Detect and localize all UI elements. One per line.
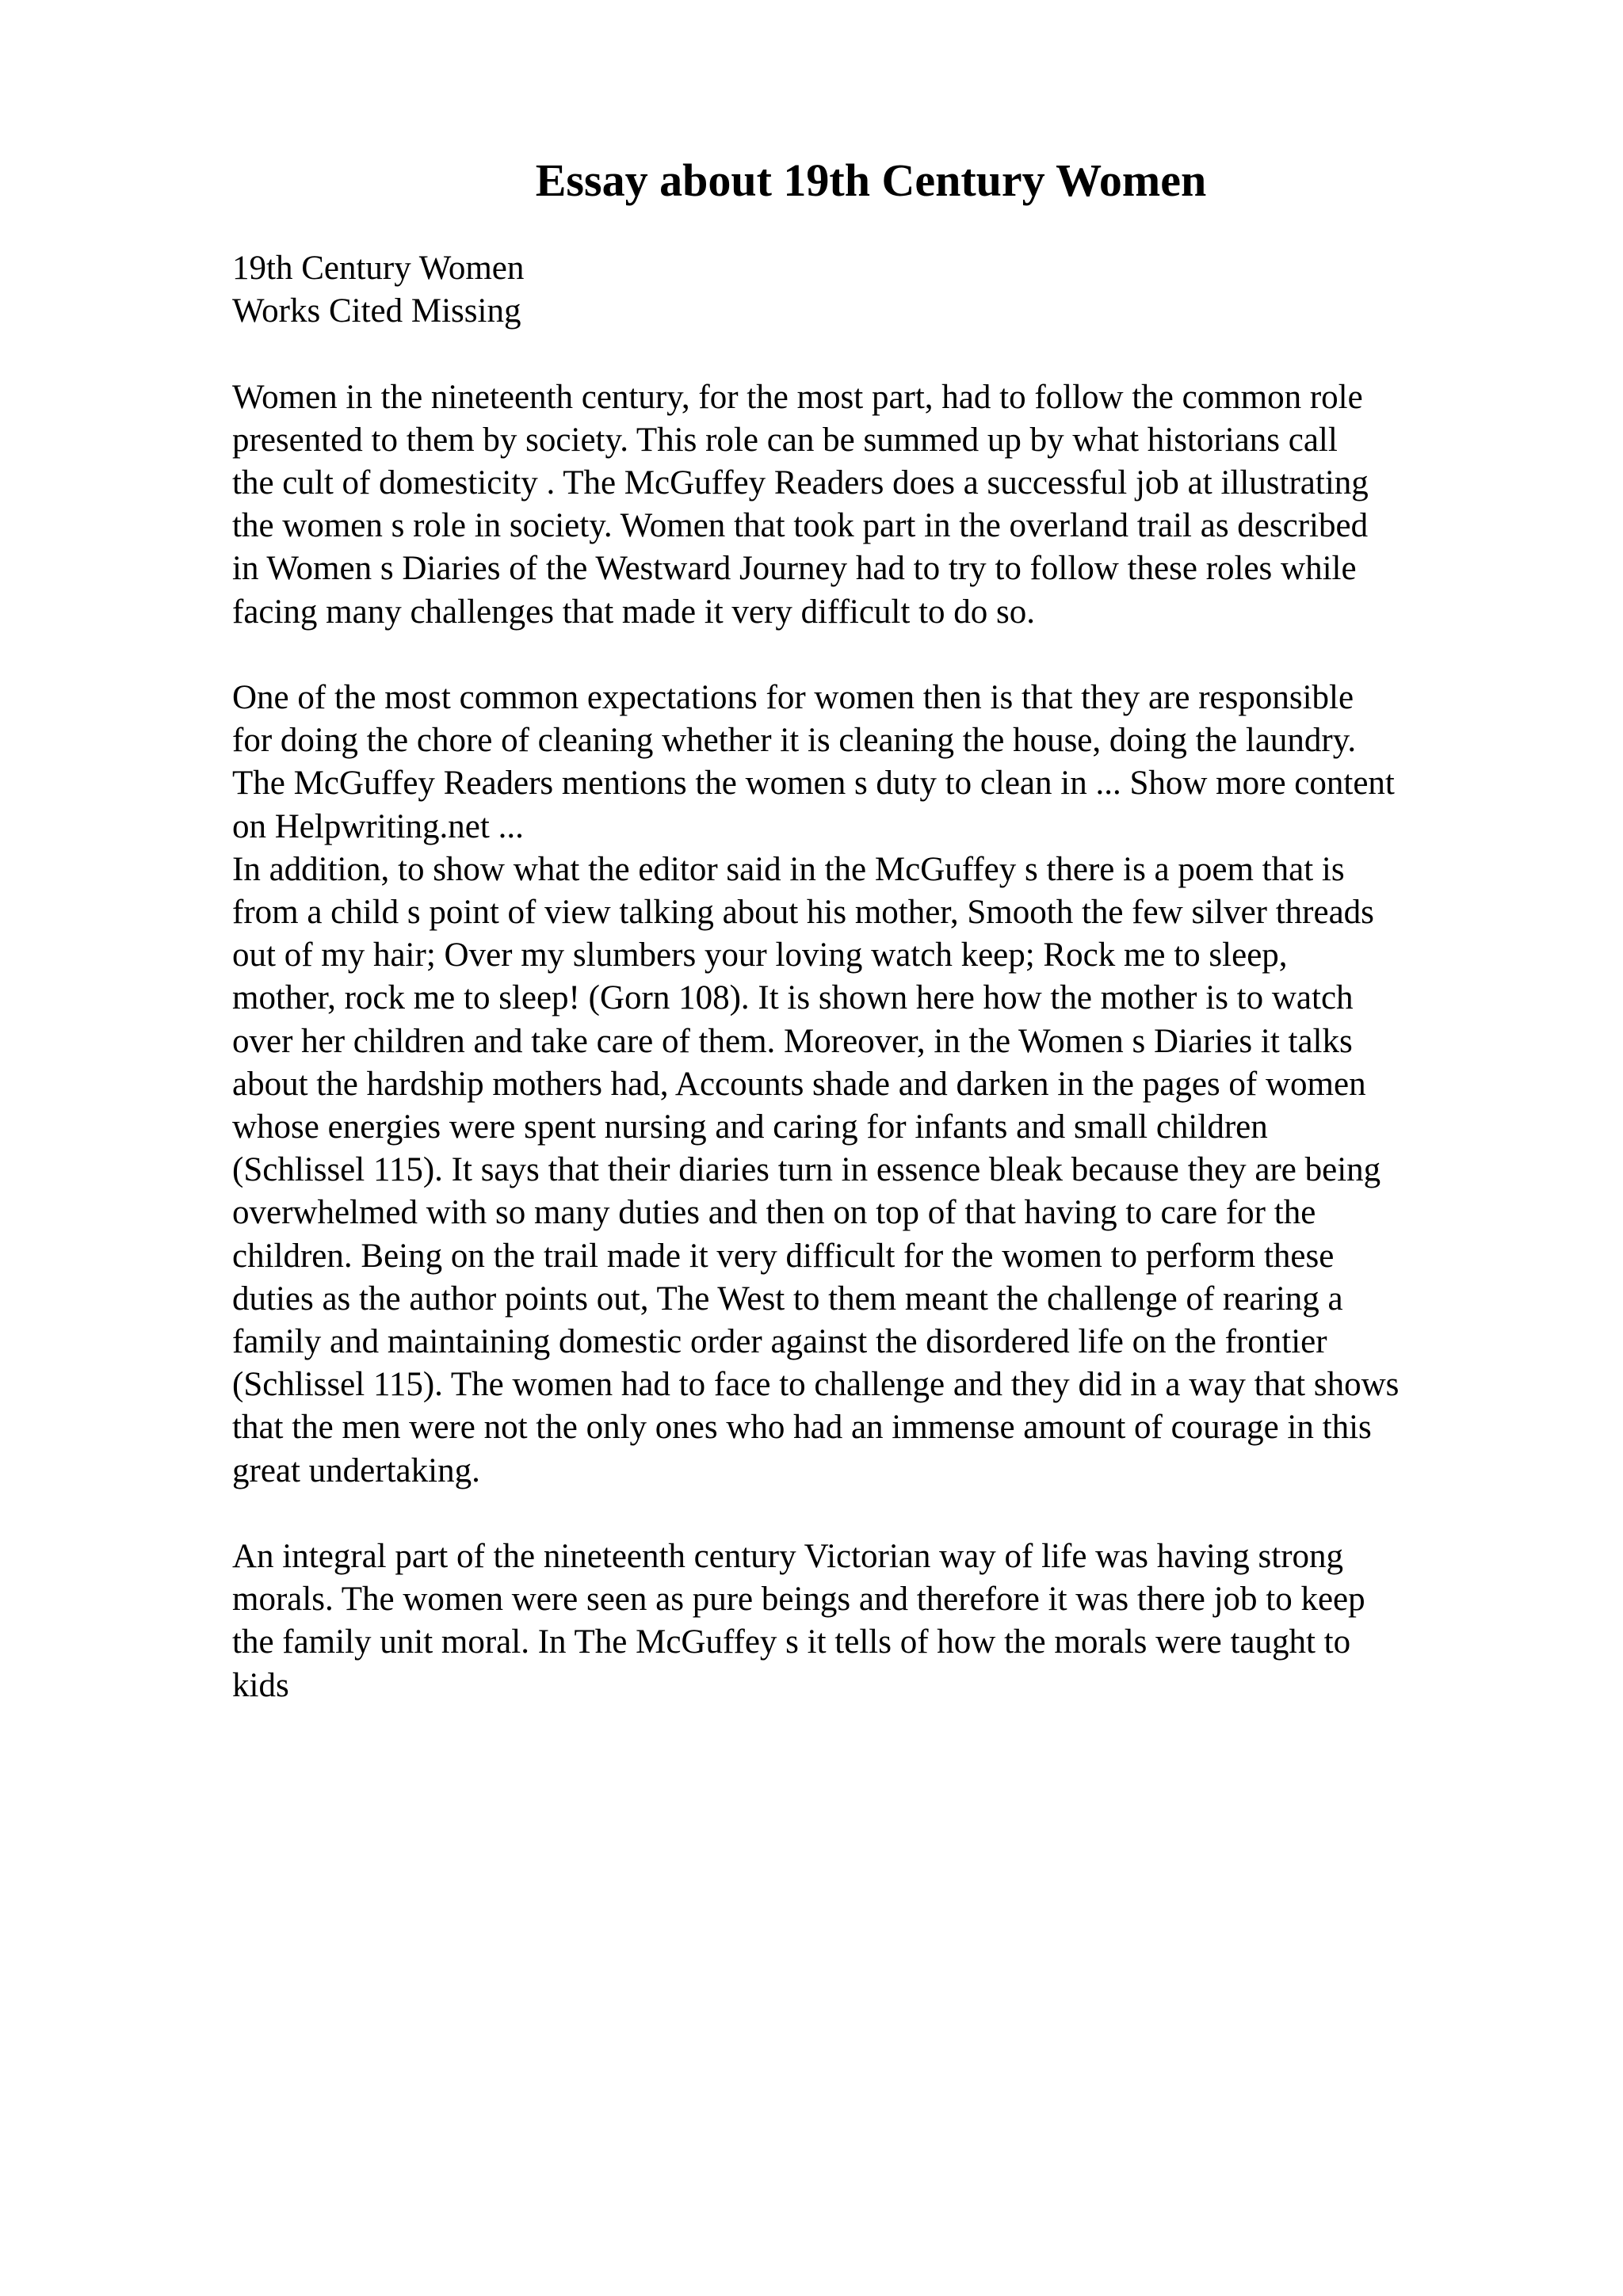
- header-line: 19th Century Women: [232, 250, 525, 287]
- text-line: In addition, to show what the editor said in the McGuffey s there is a poem that is: [232, 850, 1345, 888]
- text-line: kids: [232, 1666, 289, 1704]
- header-line: Works Cited Missing: [232, 292, 521, 330]
- text-line: for doing the chore of cleaning whether it is cleaning the house, doing the laundry.: [232, 722, 1357, 760]
- text-line: from a child s point of view talking about his mother, Smooth the few silver threads: [232, 894, 1374, 932]
- text-line: Women in the nineteenth century, for the most part, had to follow the common role: [232, 378, 1363, 416]
- text-line: the cult of domesticity . The McGuffey Readers does a successful job at illustrating: [232, 464, 1369, 502]
- header-block: [232, 247, 1532, 333]
- text-line: (Schlissel 115). The women had to face to challenge and they did in a way that shows: [232, 1366, 1400, 1404]
- text-line: that the men were not the only ones who had an immense amount of courage in this: [232, 1409, 1372, 1447]
- text-line: facing many challenges that made it very difficult to do so.: [232, 593, 1035, 631]
- text-line: mother, rock me to sleep! (Gorn 108). It is shown here how the mother is to watch: [232, 979, 1354, 1017]
- text-line: about the hardship mothers had, Accounts shade and darken in the pages of women: [232, 1065, 1366, 1103]
- document-title: Essay about 19th Century Women: [535, 154, 1207, 206]
- text-line: One of the most common expectations for women then is that they are responsible: [232, 679, 1354, 716]
- document-body: [232, 247, 1532, 1707]
- text-line: An integral part of the nineteenth century Victorian way of life was having strong: [232, 1538, 1344, 1576]
- text-line: great undertaking.: [232, 1451, 480, 1489]
- text-line: the women s role in society. Women that took part in the overland trail as described: [232, 507, 1369, 545]
- text-line: in Women s Diaries of the Westward Journey had to try to follow these roles while: [232, 550, 1357, 588]
- paragraph-spacer: [232, 333, 1532, 376]
- text-line: The McGuffey Readers mentions the women s duty to clean in ... Show more content: [232, 765, 1395, 803]
- text-line: the family unit moral. In The McGuffey s it tells of how the morals were taught to: [232, 1623, 1351, 1661]
- text-line: whose energies were spent nursing and caring for infants and small children: [232, 1108, 1268, 1146]
- text-line: duties as the author points out, The West to them meant the challenge of rearing a: [232, 1280, 1343, 1318]
- text-line: overwhelmed with so many duties and then on top of that having to care for the: [232, 1194, 1316, 1232]
- text-line: on Helpwriting.net ...: [232, 807, 524, 845]
- paragraph-spacer: [232, 1493, 1532, 1535]
- paragraph-2: [232, 677, 1532, 1493]
- paragraph-1: [232, 376, 1532, 634]
- paragraph-3: [232, 1535, 1532, 1707]
- text-line: out of my hair; Over my slumbers your loving watch keep; Rock me to sleep,: [232, 936, 1288, 974]
- paragraph-spacer: [232, 634, 1532, 677]
- text-line: (Schlissel 115). It says that their diaries turn in essence bleak because they are being: [232, 1151, 1381, 1189]
- text-line: presented to them by society. This role can be summed up by what historians call: [232, 421, 1338, 459]
- text-line: over her children and take care of them. Moreover, in the Women s Diaries it talks: [232, 1022, 1353, 1060]
- text-line: children. Being on the trail made it very difficult for the women to perform these: [232, 1237, 1335, 1275]
- text-line: morals. The women were seen as pure beings and therefore it was there job to keep: [232, 1581, 1365, 1619]
- text-line: family and maintaining domestic order against the disordered life on the frontier: [232, 1323, 1327, 1361]
